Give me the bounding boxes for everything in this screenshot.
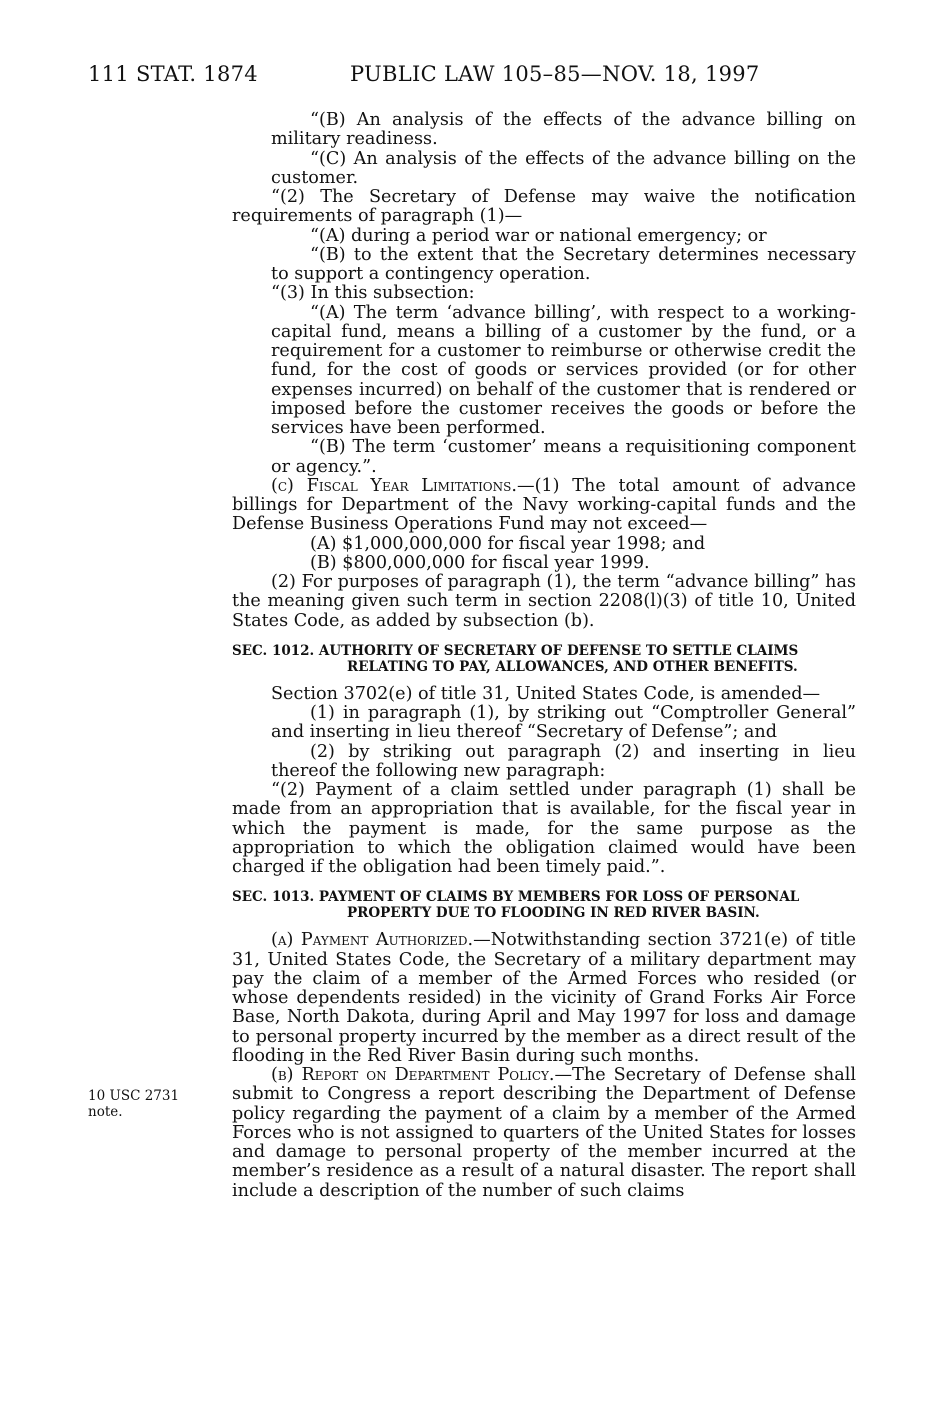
subsection-c	[232, 477, 856, 535]
section-heading-line: SEC. 1013. PAYMENT OF CLAIMS BY MEMBERS FOR LOSS OF PERSONAL	[232, 889, 800, 906]
paragraph: (2) by striking out paragraph (2) and inserting in lieu thereof the following new paragraph:	[271, 741, 856, 781]
subsection-text: —Notwithstanding section 3721(e) of title 31, United States Code, the Secretary of a military department may pay the claim of a member of the Armed Forces who resided (or whose dependents resided) in the vicinity of Grand Forks Air Force Base, North Dakota, during April and May 1997 for loss and damage to personal property incurred by the member as a direct result of the flooding in the Red River Basin during such months.	[232, 930, 856, 1066]
paragraph: “(B) The term ‘customer’ means a requisitioning component or agency.”.	[271, 437, 856, 477]
paragraph: “(2) Payment of a claim settled under paragraph (1) shall be made from an appropriation that is available, for the fiscal year in which the payment is made, for the same purpose as the appropriation to which the obligation claimed would have been charged if the obligation had been timely paid.”.	[232, 780, 856, 877]
subsection-text: —The Secretary of Defense shall submit to Congress a report describing the Department of Defense policy regarding the payment of a claim by a member of the Armed Forces who is not assigned to quarters of the United States for losses and damage to personal property of the member incurred at the member’s residence as a result of a natural disaster. The report shall include a description of the number of such claims	[232, 1065, 856, 1201]
section-heading-line: RELATING TO PAY, ALLOWANCES, AND OTHER BENEFITS.	[347, 658, 798, 675]
margin-note-line-1: 10 USC 2731	[88, 1088, 180, 1104]
paragraph: (1) in paragraph (1), by striking out “Comptroller General” and inserting in lieu thereof “Secretary of Defense”; and	[271, 703, 856, 743]
paragraph: (2) For purposes of paragraph (1), the term “advance billing” has the meaning given such term in section 2208(l)(3) of title 10, United States Code, as added by subsection (b).	[232, 572, 856, 631]
paragraph: “(B) to the extent that the Secretary determines necessary to support a contingency operation.	[271, 244, 856, 284]
paragraph: “(3) In this subsection:	[271, 283, 475, 304]
paragraph: “(2) The Secretary of Defense may waive the notification requirements of paragraph (1)—	[232, 187, 856, 227]
paragraph: Section 3702(e) of title 31, United States Code, is amended—	[271, 683, 821, 704]
public-law-citation: PUBLIC LAW 105–85—NOV. 18, 1997	[350, 62, 760, 86]
subsection-heading: (c) Fiscal Year Limitations.	[271, 475, 517, 496]
paragraph: “(B) An analysis of the effects of the advance billing on military readiness.	[271, 110, 856, 150]
statute-page-number: 111 STAT. 1874	[88, 62, 258, 86]
margin-citation-note	[88, 1088, 179, 1120]
paragraph: “(C) An analysis of the effects of the advance billing on the customer.	[271, 148, 856, 188]
subsection-a	[232, 931, 856, 1066]
section-heading-1012	[232, 643, 856, 675]
subsection-b	[232, 1066, 856, 1201]
margin-note-line-2: note.	[88, 1104, 123, 1120]
section-heading-line: SEC. 1012. AUTHORITY OF SECRETARY OF DEFENSE TO SETTLE CLAIMS	[232, 642, 799, 659]
paragraph: “(A) The term ‘advance billing’, with respect to a working-capital fund, means a billing of a customer by the fund, or a requirement for a customer to reimburse or otherwise credit the fund, for the cost of goods or services provided (or for other expenses incurred) on behalf of the customer that is rendered or imposed before the customer receives the goods or before the services have been performed.	[271, 302, 856, 438]
paragraph: (A) $1,000,000,000 for fiscal year 1998; and	[310, 533, 706, 554]
document-body	[232, 111, 856, 1201]
section-heading-1013	[232, 889, 856, 921]
paragraph: (B) $800,000,000 for fiscal year 1999.	[310, 552, 650, 573]
subsection-heading: (a) Payment Authorized.	[271, 930, 474, 951]
section-heading-line: PROPERTY DUE TO FLOODING IN RED RIVER BASIN.	[347, 905, 760, 922]
paragraph: “(A) during a period war or national emergency; or	[310, 225, 767, 246]
subsection-heading: (b) Report on Department Policy.	[271, 1065, 555, 1085]
subsection-text: —(1) The total amount of advance billings for Department of the Navy working-capital funds and the Defense Business Operations Fund may not exceed—	[232, 475, 857, 535]
